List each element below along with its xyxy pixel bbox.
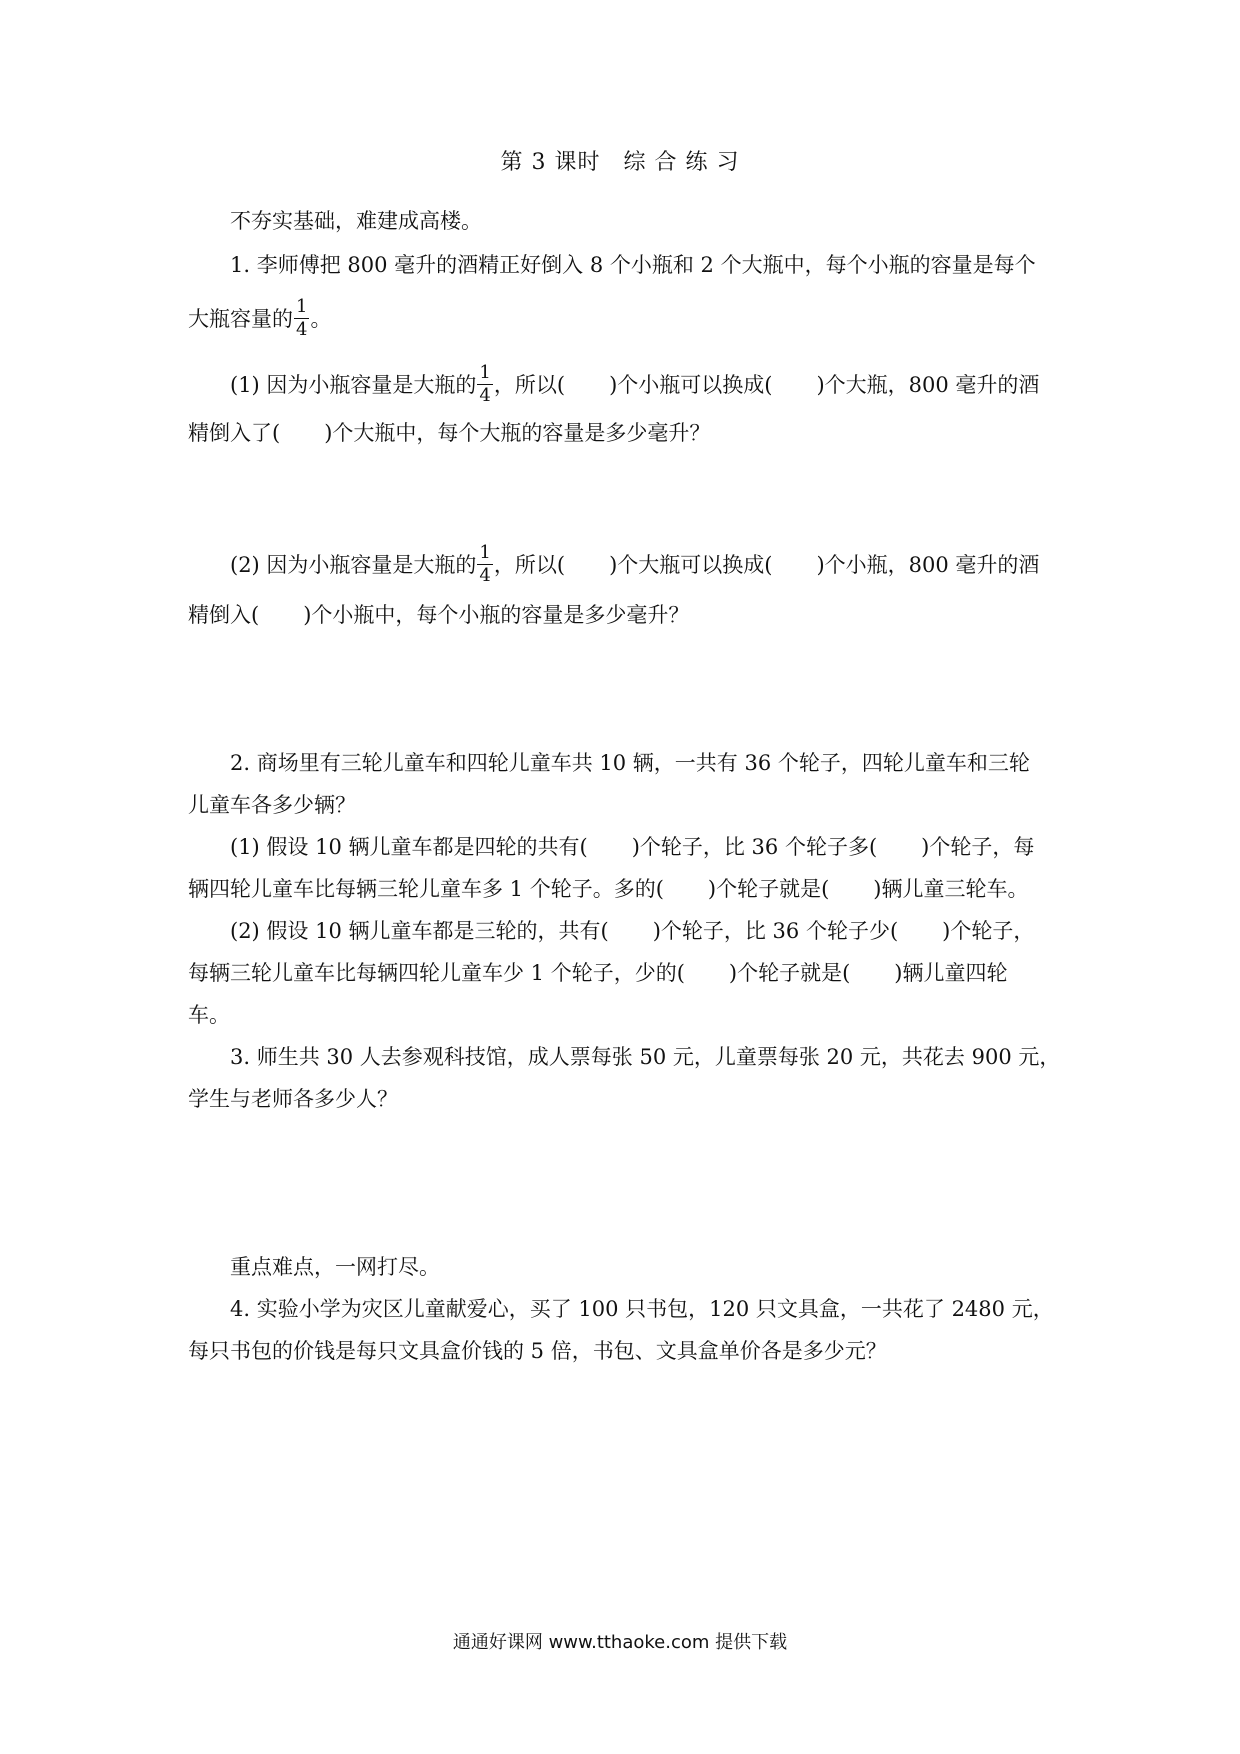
q2p1-text-b: )个轮子，比 36 个轮子多( — [631, 835, 878, 859]
fraction-one-quarter — [477, 544, 492, 585]
q2p2-text-e: )个轮子就是( — [728, 961, 851, 985]
q1-part1-line1 — [230, 362, 1058, 407]
section-heading-basics: 不夯实基础，难建成高楼。 — [230, 209, 482, 233]
q1-part2-line1 — [230, 542, 1058, 587]
q2p1-text-e: )个轮子就是( — [707, 877, 830, 901]
q3-line2: 学生与老师各多少人？ — [188, 1087, 398, 1111]
q2-line2: 儿童车各多少辆？ — [188, 793, 356, 817]
q3-line1: 3. 师生共 30 人去参观科技馆，成人票每张 50 元，儿童票每张 20 元，共花去 900 元， — [230, 1045, 1061, 1069]
q4-line1: 4. 实验小学为灾区儿童献爱心，买了 100 只书包，120 只文具盒，一共花了 2480 元， — [230, 1297, 1054, 1321]
q2-part1-line1 — [230, 832, 1058, 862]
q1-line2-text: 大瓶容量的 — [188, 307, 293, 331]
fraction-numerator: 1 — [296, 296, 308, 317]
q2p1-text-d: 辆四轮儿童车比每辆三轮儿童车多 1 个轮子。多的( — [188, 877, 664, 901]
fraction-numerator: 1 — [479, 542, 491, 563]
page-title: 第 3 课时 综 合 练 习 — [500, 150, 740, 175]
q1-part2-line2 — [188, 600, 1058, 630]
q4-line2: 每只书包的价钱是每只文具盒价钱的 5 倍，书包、文具盒单价各是多少元？ — [188, 1339, 887, 1363]
q1p1-text-d: )个大瓶，800 毫升的酒 — [816, 373, 1040, 397]
q1-part1-line2 — [188, 418, 1058, 448]
q2p1-text-f: )辆儿童三轮车。 — [873, 877, 1029, 901]
q2p2-text-d: 每辆三轮儿童车比每辆四轮儿童车少 1 个轮子，少的( — [188, 961, 685, 985]
q1p1-text-f: )个大瓶中，每个大瓶的容量是多少毫升？ — [324, 421, 711, 445]
q2p2-text-a: (2) 假设 10 辆儿童车都是三轮的，共有( — [230, 919, 609, 943]
q1-line1: 1. 李师傅把 800 毫升的酒精正好倒入 8 个小瓶和 2 个大瓶中，每个小瓶的容量是每个 — [230, 253, 1036, 277]
q1p2-text-a: (2) 因为小瓶容量是大瓶的 — [230, 553, 477, 577]
q2p1-text-c: )个轮子，每 — [921, 835, 1035, 859]
q2-part2-line1 — [230, 916, 1058, 946]
q1p1-text-b: ，所以( — [493, 373, 566, 397]
fraction-denominator: 4 — [296, 319, 308, 340]
q1p1-text-e: 精倒入了( — [188, 421, 281, 445]
q1p2-text-e: 精倒入( — [188, 603, 260, 627]
q2p2-text-b: )个轮子，比 36 个轮子少( — [652, 919, 899, 943]
q2-line1: 2. 商场里有三轮儿童车和四轮儿童车共 10 辆，一共有 36 个轮子，四轮儿童车和三轮 — [230, 751, 1030, 775]
q2p2-text-c: )个轮子， — [942, 919, 1035, 943]
q1p2-text-d: )个小瓶，800 毫升的酒 — [816, 553, 1040, 577]
fraction-one-quarter — [477, 364, 492, 405]
q1-line2 — [188, 296, 1058, 341]
fraction-numerator: 1 — [479, 362, 491, 383]
fraction-one-quarter — [294, 298, 309, 339]
q1p1-text-c: )个小瓶可以换成( — [609, 373, 773, 397]
q2p2-text-f: )辆儿童四轮 — [894, 961, 1008, 985]
q2-part1-line2 — [188, 874, 1058, 904]
fraction-denominator: 4 — [479, 385, 491, 406]
section-heading-key-points: 重点难点，一网打尽。 — [230, 1255, 440, 1279]
fraction-denominator: 4 — [479, 565, 491, 586]
q1p2-text-b: ，所以( — [493, 553, 566, 577]
q2-part2-line2 — [188, 958, 1058, 988]
page-footer: 通通好课网 www.tthaoke.com 提供下载 — [452, 1632, 788, 1653]
q1p2-text-c: )个大瓶可以换成( — [609, 553, 773, 577]
q2-part2-line3: 车。 — [188, 1003, 230, 1027]
q1p1-text-a: (1) 因为小瓶容量是大瓶的 — [230, 373, 477, 397]
q1p2-text-f: )个小瓶中，每个小瓶的容量是多少毫升？ — [303, 603, 690, 627]
q1-line2-end: 。 — [310, 307, 332, 331]
q2p1-text-a: (1) 假设 10 辆儿童车都是四轮的共有( — [230, 835, 588, 859]
